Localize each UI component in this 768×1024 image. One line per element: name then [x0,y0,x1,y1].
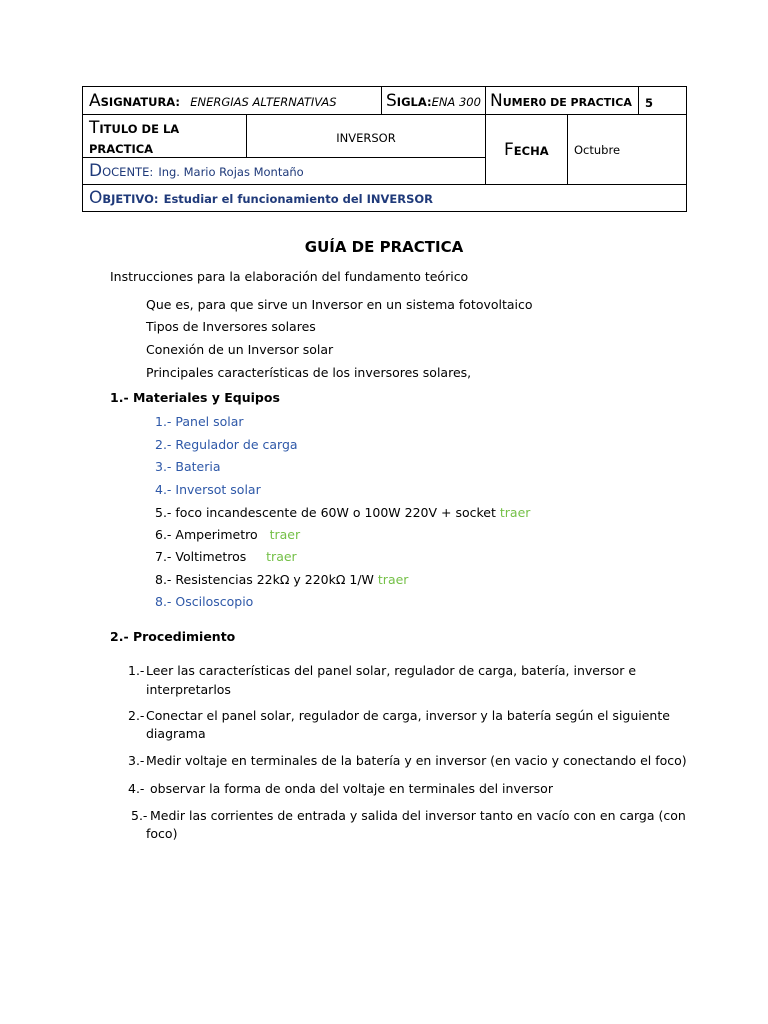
step-text-cont: interpretarlos [146,682,231,697]
material-item [155,549,297,564]
fecha-label: ECHA [513,143,549,158]
docente-value: Ing. Mario Rojas Montaño [158,165,304,179]
fecha-value-cell [568,115,687,185]
step-text-cont: diagrama [146,726,206,741]
fecha-label-cell [486,115,568,185]
objetivo-label-cap: O [89,188,103,208]
question-item: Tipos de Inversores solares [146,319,316,334]
material-item [155,527,300,542]
sigla-cell [382,87,486,115]
asignatura-label-cap: A [89,90,101,111]
step-text: Leer las características del panel solar, regulador de carga, batería, inversor e [146,663,637,678]
material-item-text: 8.- Resistencias 22kΩ y 220kΩ 1/W [155,572,374,587]
asignatura-label: SIGNATURA: [100,94,181,109]
step-text: Conectar el panel solar, regulador de carga, inversor y la batería según el siguiente [146,708,670,723]
sigla-label: IGLA: [396,94,432,109]
numero-cell [486,87,639,115]
material-item: 4.- Inversot solar [155,482,261,497]
material-item-note: traer [499,505,531,520]
material-item-text: 7.- Voltimetros [155,549,247,564]
objetivo-label: BJETIVO: [102,192,159,206]
step-number: 1.- [128,663,145,678]
step-text: Medir voltaje en terminales de la batería y en inversor (en vacio y conectando el foco) [146,753,687,768]
numero-value-cell [639,87,687,115]
fecha-value: Octubre [574,143,621,157]
step-text: Medir las corrientes de entrada y salida del inversor tanto en vacío con en carga (con [150,808,686,823]
material-item-note: traer [266,549,297,564]
material-item: 1.- Panel solar [155,414,244,429]
material-item: 3.- Bateria [155,459,221,474]
objetivo-cell [83,185,687,212]
sigla-label-cap: S [386,90,397,111]
step-number: 4.- [128,781,145,796]
asignatura-cell [83,87,382,115]
material-item: 2.- Regulador de carga [155,437,298,452]
header-table [82,86,687,212]
material-item-text: 5.- foco incandescente de 60W o 100W 220V + socket [155,505,496,520]
step-number: 5.- [131,808,148,823]
titulo-value-cell [247,115,486,158]
numero-label: UMER0 DE PRACTICA [502,95,632,109]
docente-label-cap: D [89,161,103,181]
material-item: 8.- Osciloscopio [155,594,254,609]
docente-label: OCENTE: [102,165,154,179]
asignatura-value: ENERGIAS ALTERNATIVAS [190,94,337,109]
fecha-label-cap: F [504,139,514,160]
procedure-heading: 2.- Procedimiento [110,629,236,644]
material-item [155,572,408,587]
titulo-label-cell [83,115,247,158]
step-number: 2.- [128,708,145,723]
material-item [155,505,530,520]
question-item: Que es, para que sirve un Inversor en un sistema fotovoltaico [146,297,533,312]
question-item: Principales características de los inversores solares, [146,365,472,380]
sigla-value: ENA 300 [431,94,481,109]
materials-heading: 1.- Materiales y Equipos [110,390,280,405]
material-item-note: traer [269,527,301,542]
material-item-text: 6.- Amperimetro [155,527,258,542]
step-text: observar la forma de onda del voltaje en terminales del inversor [150,781,553,796]
titulo-value: INVERSOR [336,130,396,145]
question-item: Conexión de un Inversor solar [146,342,334,357]
guide-title: GUÍA DE PRACTICA [304,238,464,256]
step-text-cont: foco) [146,826,178,841]
numero-label-cap: N [490,90,503,111]
objetivo-value: Estudiar el funcionamiento del INVERSOR [163,192,434,206]
docente-cell [83,158,486,185]
guide-intro: Instrucciones para la elaboración del fundamento teórico [110,269,469,284]
numero-value: 5 [645,96,654,110]
titulo-label: ITULO DE LA PRACTICA [89,122,180,156]
step-number: 3.- [128,753,145,768]
material-item-note: traer [377,572,409,587]
titulo-label-cap: T [89,118,100,138]
